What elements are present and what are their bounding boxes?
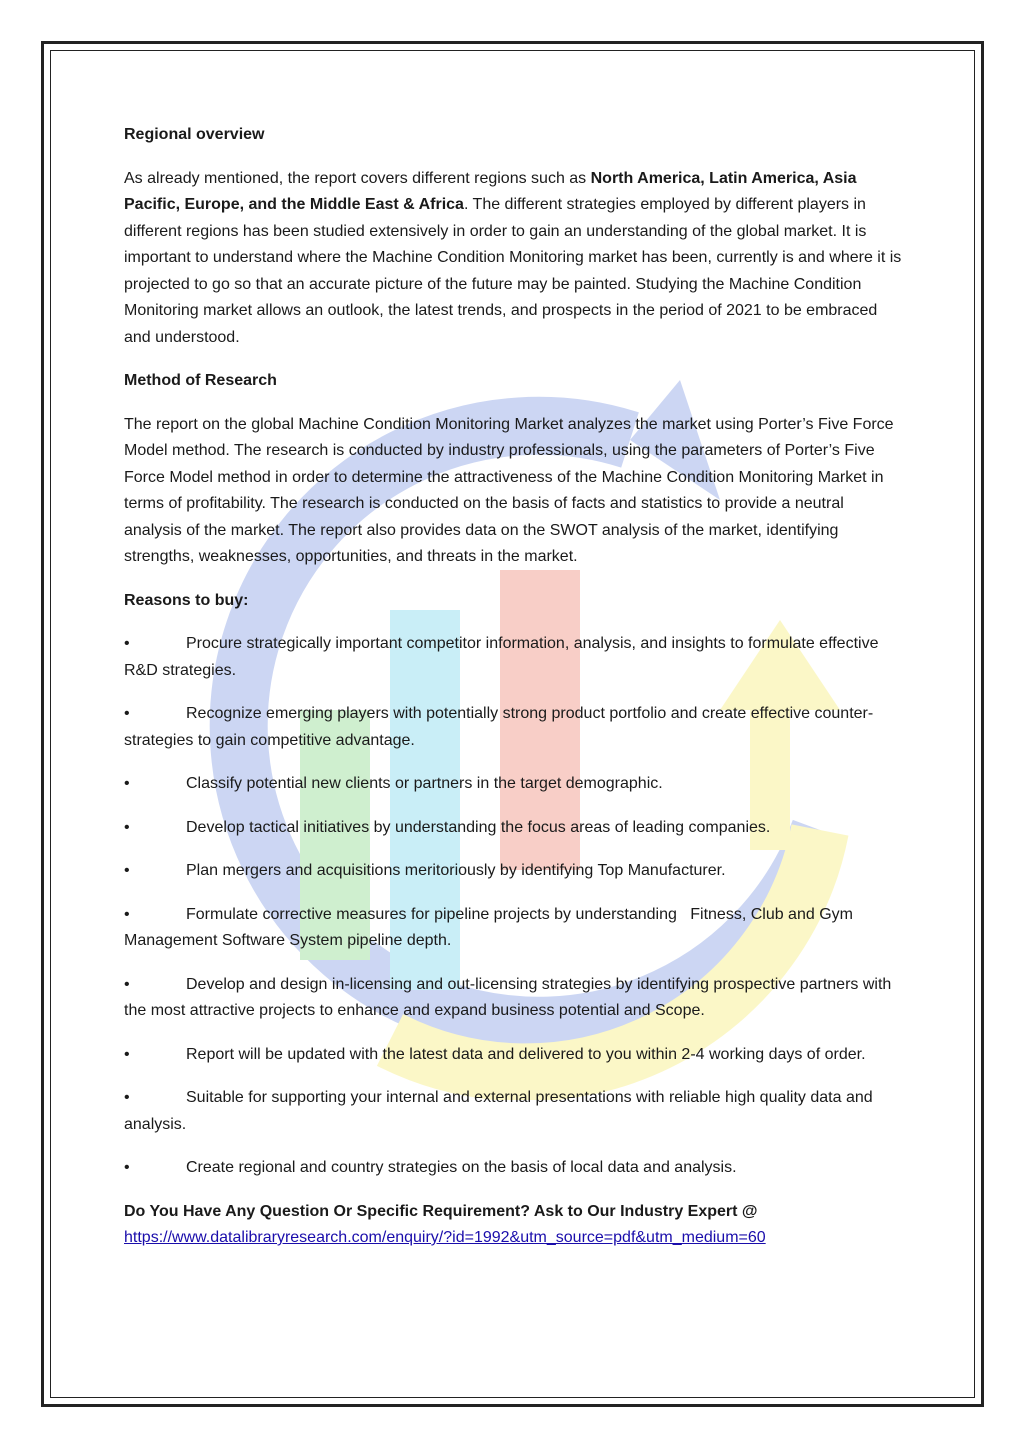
bullet-icon: •	[124, 905, 130, 923]
bullet-icon: •	[124, 1045, 130, 1063]
enquiry-link[interactable]: https://www.datalibraryresearch.com/enquiry/?id=1992&utm_source=pdf&utm_medium=60	[124, 1229, 766, 1246]
bullet-icon: •	[124, 635, 130, 652]
bullet-icon: •	[124, 775, 130, 792]
method-of-research-heading: Method of Research	[124, 372, 277, 389]
list-item: • Develop and design in-licensing and out-licensing strategies by identifying prospective partners with the most attractive projects to enhance and expand business potential and Scope.	[124, 972, 904, 1025]
bullet-icon: •	[124, 818, 130, 836]
regional-overview-paragraph: As already mentioned, the report covers different regions such as North America, Latin America, Asia Pacific, Europe, and the Middle East & Africa. The different strategies employed by different players in different regions has been studied extensively in order to gain an understanding of the global market. It is important to understand where the Machine Condition Monitoring market has been, currently is and where it is projected to go so that an accurate picture of the future may be painted. Studying the Machine Condition Monitoring market allows an outlook, the latest trends, and prospects in the period of 2021 to be embraced and understood.	[124, 169, 902, 346]
reasons-to-buy-heading: Reasons to buy:	[124, 591, 249, 609]
list-item: • Plan mergers and acquisitions meritoriously by identifying Top Manufacturer.	[124, 858, 904, 885]
contact-prompt: Do You Have Any Question Or Specific Requirement? Ask to Our Industry Expert @	[124, 1202, 758, 1220]
bullet-icon: •	[124, 862, 130, 879]
bullet-icon: •	[124, 975, 130, 993]
list-item: • Report will be updated with the latest data and delivered to you within 2-4 working days of order.	[124, 1042, 904, 1069]
list-item: • Procure strategically important competitor information, analysis, and insights to formulate effective R&D strategies.	[124, 631, 904, 684]
bullet-icon: •	[124, 705, 130, 722]
regional-overview-heading: Regional overview	[124, 126, 265, 143]
list-item: • Develop tactical initiatives by understanding the focus areas of leading companies.	[124, 815, 904, 842]
list-item: • Recognize emerging players with potentially strong product portfolio and create effective counter-strategies to gain competitive advantage.	[124, 701, 904, 754]
list-item: • Create regional and country strategies on the basis of local data and analysis.	[124, 1155, 904, 1182]
list-item: • Formulate corrective measures for pipeline projects by understanding Fitness, Club and Gym Management Software System pipeline depth.	[124, 902, 904, 955]
bullet-icon: •	[124, 1089, 130, 1106]
reasons-list	[124, 631, 904, 1182]
regions-list: North America, Latin America, Asia Pacific, Europe, and the Middle East & Africa	[124, 169, 857, 213]
list-item: • Suitable for supporting your internal and external presentations with reliable high quality data and analysis.	[124, 1085, 904, 1138]
method-of-research-paragraph: The report on the global Machine Condition Monitoring Market analyzes the market using Porter’s Five Force Model method. The research is conducted by industry professionals, using the parameters of Porter’s Five Force Model method in order to determine the attractiveness of the Machine Condition Monitoring Market in terms of profitability. The research is conducted on the basis of facts and statistics to provide a neutral analysis of the market. The report also provides data on the SWOT analysis of the market, identifying strengths, weaknesses, opportunities, and threats in the market.	[124, 415, 894, 565]
list-item: • Classify potential new clients or partners in the target demographic.	[124, 771, 904, 798]
document-body	[124, 122, 904, 1252]
bullet-icon: •	[124, 1159, 130, 1176]
